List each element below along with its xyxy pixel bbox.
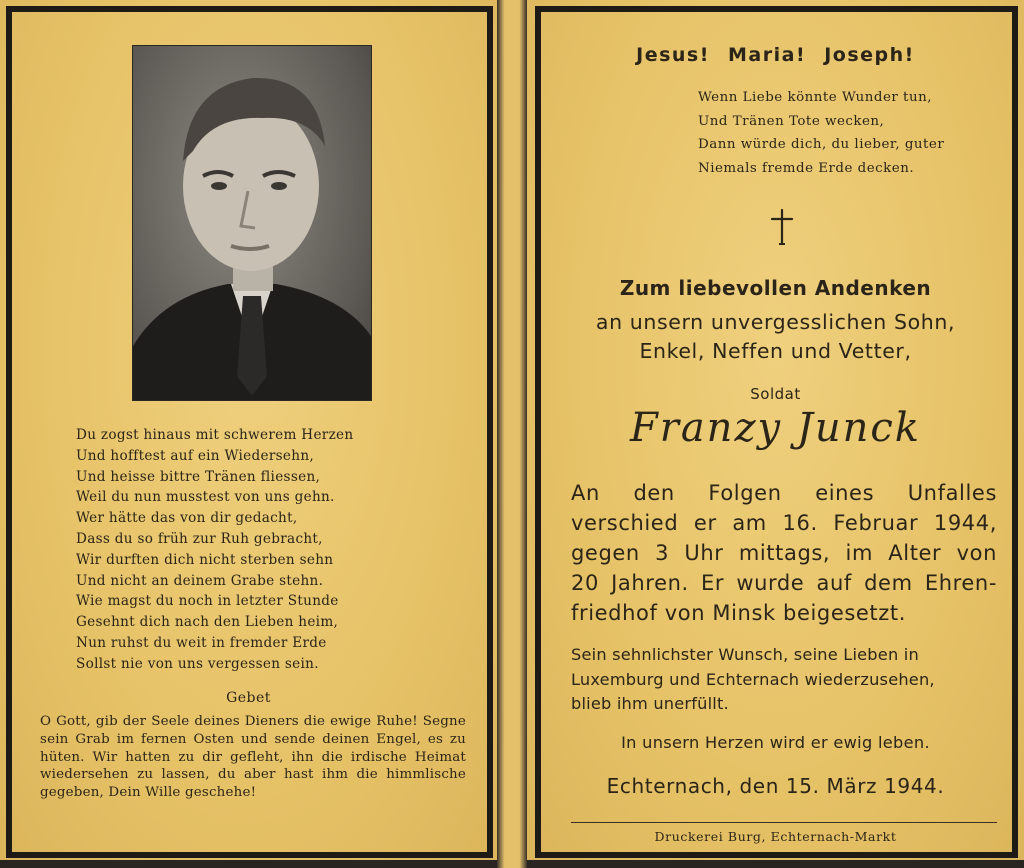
poem-line: Gesehnt dich nach den Lieben heim, — [76, 614, 339, 631]
death-notice-line: 20 Jahren. Er wurde auf dem Ehren- — [571, 571, 997, 595]
andenken-heading: Zum liebevollen Andenken — [619, 276, 932, 300]
death-notice-line: gegen 3 Uhr mittags, im Alter von — [571, 541, 997, 565]
invocation-heading: Jesus! Maria! Joseph! — [636, 44, 915, 66]
verse-line: Wenn Liebe könnte Wunder tun, — [698, 90, 932, 105]
poem-line: Und nicht an deinem Grabe stehn. — [76, 572, 324, 589]
death-notice-line: verschied er am 16. Februar 1944, — [571, 511, 997, 535]
poem-line: Sollst nie von uns vergessen sein. — [76, 655, 319, 672]
left-card — [0, 0, 497, 860]
place-date: Echternach, den 15. März 1944. — [606, 774, 945, 798]
death-notice-line: friedhof von Minsk beigesetzt. — [571, 601, 906, 625]
relation-text — [527, 308, 1024, 366]
rank-label: Soldat — [750, 385, 801, 403]
death-notice — [571, 478, 997, 628]
verse-line: Dann würde dich, du lieber, guter — [698, 137, 945, 152]
prayer-text: O Gott, gib der Seele deines Dieners die ewige Ruhe! Segne sein Grab im fernen Osten und sende deinen Engel, es zu hüten. Wir hatten zu dir gefleht, ihn die irdische Heimat wiedersehen zu lassen, du aber hast ihm die himmlische gegeben, Dein Wille geschehe! — [40, 714, 466, 801]
poem-line: Und heisse bittre Tränen fliessen, — [76, 468, 321, 485]
prayer-title: Gebet — [226, 690, 271, 706]
poem-line: Wie magst du noch in letzter Stunde — [76, 593, 339, 610]
portrait-photo — [132, 45, 372, 401]
wish-line: blieb ihm unerfüllt. — [571, 694, 729, 713]
memorial-poem — [76, 425, 456, 675]
card-fold — [497, 0, 527, 868]
remembrance-line: In unsern Herzen wird er ewig leben. — [621, 733, 930, 752]
poem-line: Du zogst hinaus mit schwerem Herzen — [76, 427, 354, 443]
deceased-name: Franzy Junck — [629, 405, 922, 451]
poem-line: Und hofftest auf ein Wiedersehn, — [76, 447, 315, 464]
death-notice-line: An den Folgen eines Unfalles — [571, 481, 997, 505]
wish-text — [571, 643, 997, 717]
poem-line: Weil du nun musstest von uns gehn. — [76, 489, 335, 506]
poem-line: Wir durften dich nicht sterben sehn — [76, 551, 334, 568]
printer-credit: Druckerei Burg, Echternach-Markt — [654, 829, 897, 844]
footer-divider — [571, 822, 997, 823]
relation-line: an unsern unvergesslichen Sohn, — [595, 310, 956, 334]
verse-line: Niemals fremde Erde decken. — [698, 160, 915, 176]
right-card — [527, 0, 1024, 860]
verse-line: Und Tränen Tote wecken, — [698, 113, 885, 129]
poem-line: Dass du so früh zur Ruh gebracht, — [76, 530, 323, 547]
wish-line: Sein sehnlichster Wunsch, seine Lieben in — [571, 645, 919, 664]
wish-line: Luxemburg und Echternach wiederzusehen, — [571, 669, 935, 689]
memorial-verse — [698, 86, 998, 180]
poem-line: Nun ruhst du weit in fremder Erde — [76, 634, 327, 651]
cross-icon — [767, 208, 797, 246]
relation-line: Enkel, Neffen und Vetter, — [639, 339, 912, 363]
poem-line: Wer hätte das von dir gedacht, — [76, 510, 298, 527]
